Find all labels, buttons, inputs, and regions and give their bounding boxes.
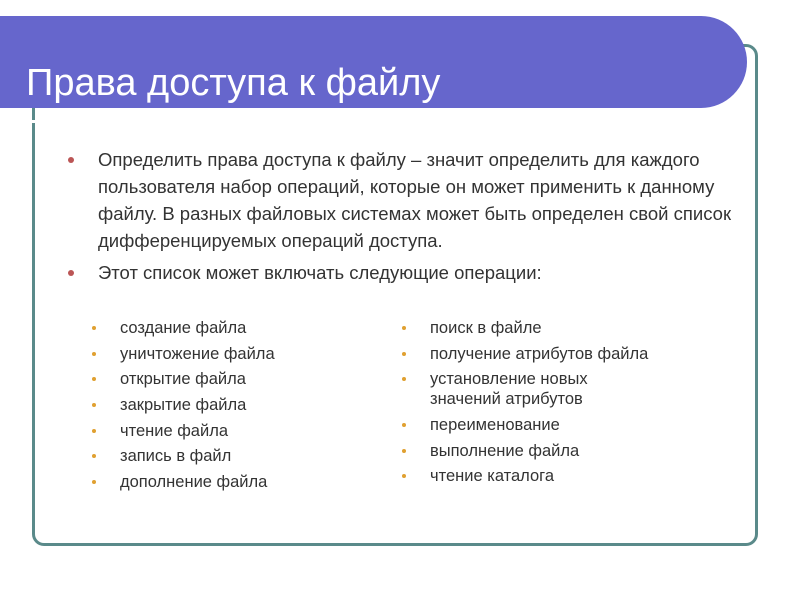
- bullet-dot-icon: [68, 270, 74, 276]
- operation-item: [88, 472, 388, 492]
- operation-item: [88, 369, 388, 389]
- bullet-dot-icon: [92, 377, 96, 381]
- bullet-dot-icon: [402, 474, 406, 478]
- title-underline: [30, 120, 710, 123]
- operations-list-right: [398, 318, 698, 492]
- operation-label: переименование: [430, 416, 560, 435]
- bullet-dot-icon: [402, 449, 406, 453]
- bullet-dot-icon: [68, 157, 74, 163]
- operation-item: [88, 395, 388, 415]
- operation-item: [398, 415, 698, 435]
- operation-label: уничтожение файла: [120, 344, 275, 363]
- operation-item: [398, 318, 698, 338]
- operation-item: [88, 318, 388, 338]
- operation-label: выполнение файла: [430, 441, 580, 460]
- bullet-dot-icon: [92, 403, 96, 407]
- operation-item: [398, 344, 698, 364]
- bullet-dot-icon: [402, 423, 406, 427]
- operation-label: чтение файла: [120, 421, 229, 440]
- operation-item: [88, 446, 388, 466]
- operation-label: создание файла: [120, 319, 247, 337]
- operation-label: установление новых значений атрибутов: [430, 370, 588, 409]
- operation-label: получение атрибутов файла: [430, 344, 649, 363]
- main-bullet-item: [68, 259, 748, 286]
- operation-label: дополнение файла: [120, 473, 268, 492]
- bullet-dot-icon: [92, 352, 96, 356]
- operation-label: чтение каталога: [430, 467, 554, 486]
- operation-label: запись в файл: [120, 447, 232, 466]
- operation-item: [88, 421, 388, 441]
- bullet-dot-icon: [402, 377, 406, 381]
- bullet-dot-icon: [402, 326, 406, 330]
- operation-item: [88, 344, 388, 364]
- title-bar: [0, 16, 747, 108]
- bullet-dot-icon: [92, 454, 96, 458]
- operation-item: [398, 369, 650, 409]
- main-bullet-item: [68, 146, 748, 254]
- bullet-dot-icon: [92, 429, 96, 433]
- operations-list-left: [88, 318, 388, 498]
- operation-label: открытие файла: [120, 370, 246, 389]
- slide-content: [68, 146, 748, 291]
- slide-title: Права доступа к файлу: [26, 62, 441, 104]
- main-bullet-text: Определить права доступа к файлу – значит определить для каждого пользователя набор операций, которые он может применить к данному файлу. В разных файловых системах может быть определен свой список дифференцируемых операций доступа.: [98, 149, 732, 251]
- main-bullet-text: Этот список может включать следующие операции:: [98, 262, 542, 283]
- operation-item: [398, 441, 698, 461]
- bullet-dot-icon: [402, 352, 406, 356]
- main-bullet-list: [68, 146, 748, 286]
- bullet-dot-icon: [92, 480, 96, 484]
- operation-label: поиск в файле: [430, 319, 542, 337]
- bullet-dot-icon: [92, 326, 96, 330]
- operation-item: [398, 466, 698, 486]
- operation-label: закрытие файла: [120, 396, 247, 415]
